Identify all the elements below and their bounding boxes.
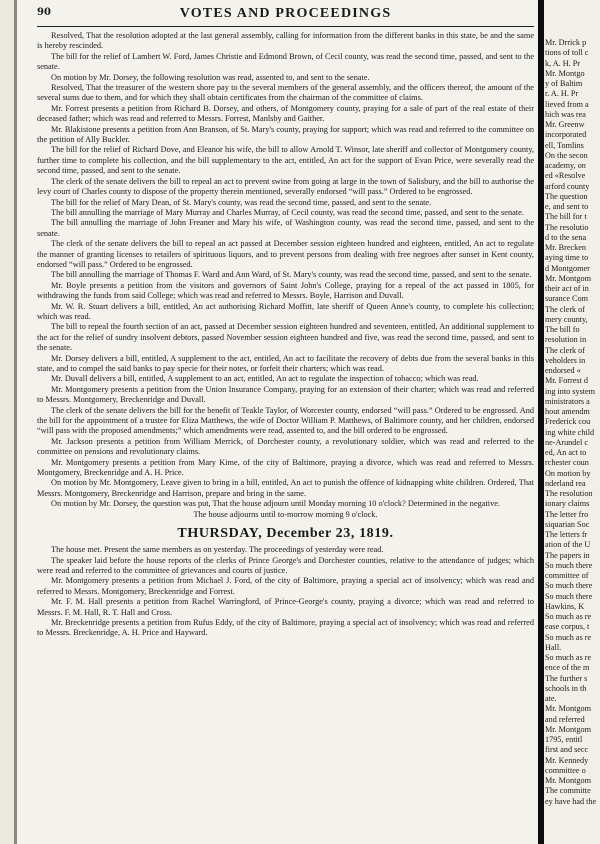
proceedings-paragraph: The bill annulling the marriage of Mary Murray and Charles Murray, of Cecil county, was read the second time, passed, and sent to the senate. bbox=[51, 207, 524, 217]
strip-line: their act of in bbox=[545, 284, 589, 293]
strip-line: 1795, entitl bbox=[545, 735, 583, 744]
proceedings-paragraph: Mr. Montgomery presents a petition from the Union Insurance Company, praying for an extension of their charter; which was read and referred to Messrs. Montgomery, Breckenridge and Duvall. bbox=[37, 384, 534, 405]
strip-line: On motion by bbox=[545, 468, 591, 478]
strip-line: The clerk of bbox=[545, 304, 586, 314]
strip-line: The papers in bbox=[545, 550, 590, 560]
proceedings-paragraph: The bill for the relief of Lambert W. Ford, James Christie and Edmond Brown, of Cecil county, was read the second time, passed, and sent to the senate. bbox=[37, 51, 534, 72]
strip-line: So much as re bbox=[545, 653, 592, 662]
strip-line: y of Baltim bbox=[545, 79, 583, 88]
strip-line: first and secc bbox=[545, 745, 589, 755]
strip-line: committee of bbox=[545, 571, 589, 580]
strip-line: The question bbox=[545, 191, 588, 201]
adjacent-page-strip bbox=[544, 0, 600, 844]
strip-line: incorporated bbox=[545, 130, 587, 140]
proceedings-paragraph: Mr. F. M. Hall presents a petition from Rachel Warringford, of Prince-George's county, praying a divorce; which was read and referred to Messrs. F. M. Hall, R. T. Hall and Cross. bbox=[37, 597, 534, 617]
proceedings-paragraph: On motion by Mr. Montgomery, Leave given to bring in a bill, entitled, An act to punish the offence of kidnapping white children. Ordered, That Messrs. Montgomery, Breckenridge and Harrison, prepare and bring in the same. bbox=[37, 478, 534, 498]
strip-line: ed «Resolve bbox=[545, 171, 586, 181]
strip-line: hout amendm bbox=[545, 407, 590, 416]
strip-line: resolution in bbox=[545, 335, 587, 345]
strip-line: tions of toll c bbox=[545, 48, 589, 58]
strip-line: The clerk of bbox=[545, 345, 586, 355]
strip-line: So much as re bbox=[545, 612, 592, 621]
strip-line: Mr. Drrick p bbox=[545, 38, 587, 47]
strip-line: Hawkins, K bbox=[545, 601, 585, 611]
proceedings-paragraph: The speaker laid before the house reports of the clerks of Prince George's and Dorchester counties, relative to the attendance of judges; which were read and referred to the committee of grievances and courts of justice. bbox=[37, 555, 534, 575]
strip-line: The bill for t bbox=[545, 212, 587, 222]
strip-line: lieved from a bbox=[545, 99, 589, 109]
strip-line: Mr. Kennedy bbox=[545, 755, 589, 765]
strip-line: Frederick cou bbox=[545, 417, 591, 427]
strip-line: Mr. Montgo bbox=[545, 68, 585, 78]
strip-line: The resolutio bbox=[545, 222, 589, 232]
strip-line: ey have had the bbox=[545, 796, 597, 806]
strip-line: The resolution bbox=[545, 489, 593, 498]
strip-line: Mr. Brecken bbox=[545, 243, 586, 252]
strip-line: So much as re bbox=[545, 632, 592, 642]
proceedings-paragraph: Mr. Dorsey delivers a bill, entitled, A supplement to the act, entitled, An act to facilitate the recovery of debts due from the several banks in this state, and to compel the said banks to pay specie for their notes, or forfeit their charters; which was read. bbox=[37, 353, 534, 373]
strip-line: committee o bbox=[545, 765, 586, 775]
strip-line: The letters fr bbox=[545, 530, 588, 539]
proceedings-section-2 bbox=[37, 545, 534, 639]
strip-line: ing into system bbox=[545, 386, 596, 396]
strip-line: Mr. Montgom bbox=[545, 724, 591, 734]
proceedings-paragraph: Mr. Montgomery presents a petition from Michael J. Ford, of the city of Baltimore, praying a special act of insolvency; which was read and referred to Messrs. Montgomery, Breckenridge and Forrest. bbox=[37, 576, 534, 596]
proceedings-paragraph: The bill to repeal the fourth section of an act, passed at December session eighteen hundred and seventeen, entitled, An additional supplement to the act for the relief of sundry insolvent debtors, passed November session eighteen hundred and five, was read the second time, passed, and sent to the senate. bbox=[37, 322, 534, 353]
proceedings-paragraph: The bill for the relief of Richard Dove, and Eleanor his wife, the bill to allow Arnold T. Winsor, late sheriff and collector of Montgomery county, further time to complete his collection, and the bill supplementary to the act, entitled, An act for the support of Evan Price, were severally read the second time, passed, and sent to the senate. bbox=[37, 145, 534, 176]
proceedings-paragraph: On motion by Mr. Dorsey, the following resolution was read, assented to, and sent to the senate. bbox=[51, 72, 370, 82]
strip-line: ne-Arundel c bbox=[545, 437, 588, 447]
strip-line: veholders in bbox=[545, 355, 586, 365]
proceedings-paragraph: The bill annulling the marriage of Thomas F. Ward and Ann Ward, of St. Mary's county, was read the second time, passed, and sent to the senate. bbox=[51, 270, 532, 280]
strip-line: ionary claims bbox=[545, 499, 590, 509]
strip-line: surance Com bbox=[545, 294, 588, 304]
proceedings-paragraph: The bill annulling the marriage of John Freaner and Mary his wife, of Washington county, was read the second time, passed, and sent to the senate. bbox=[37, 218, 534, 238]
strip-line: arford county bbox=[545, 181, 590, 191]
strip-line: mery county, bbox=[545, 314, 588, 324]
proceedings-paragraph: Resolved, That the treasurer of the western shore pay to the several members of the general assembly, and the officers thereof, the amount of the several sums due to them, and for which they shall obtain certificates from the chairman of the committee of claims. bbox=[37, 83, 534, 103]
strip-line: endorsed « bbox=[545, 366, 581, 375]
strip-line: schools in th bbox=[545, 683, 587, 693]
strip-line: Hall. bbox=[545, 642, 562, 652]
strip-line: nderland rea bbox=[545, 478, 586, 488]
proceedings-paragraph: Mr. Breckenridge presents a petition from Rufus Eddy, of the city of Baltimore, praying a special act of insolvency; which was read and referred to Messrs. Breckenridge, A. H. Price and Hayward. bbox=[37, 617, 534, 638]
proceedings-paragraph: The clerk of the senate delivers the bill to repeal an act passed at December session eighteen hundred and eighteen, entitled, An act to regulate the manner of granting licenses to retailers of spirituous liquors, and to prevent persons from dealing with free negroes after sunset in Kent county, endorsed “will pass.” Ordered to be engrossed. bbox=[37, 239, 534, 269]
strip-line: hich was rea bbox=[545, 109, 586, 119]
strip-line: The committe bbox=[545, 786, 591, 796]
strip-line: Mr. Montgom bbox=[545, 776, 591, 785]
strip-line: The bill fo bbox=[545, 325, 580, 334]
strip-line: ation of the U bbox=[545, 540, 591, 550]
strip-line: ence of the m bbox=[545, 663, 590, 673]
running-title: VOTES AND PROCEEDINGS bbox=[179, 6, 392, 21]
proceedings-paragraph: Mr. Jackson presents a petition from William Merrick, of Dorchester county, a revolutionary soldier, which was read and referred to the committee on pensions and revolutionary claims. bbox=[37, 436, 534, 457]
proceedings-paragraph: Mr. Montgomery presents a petition from Mary Kime, of the city of Baltimore, praying a divorce, which was read and referred to Messrs. Montgomery, Breckenridge and A. H. Price. bbox=[37, 457, 534, 478]
strip-line: k, A. H. Pr bbox=[545, 58, 581, 68]
strip-line: ing white child bbox=[545, 427, 595, 437]
strip-line: Mr. Forrest d bbox=[545, 376, 588, 386]
proceedings-paragraph: Mr. Duvall delivers a bill, entitled, A supplement to an act, entitled, An act to regulate the inspection of tobacco; which was read. bbox=[51, 374, 479, 384]
strip-line: ate. bbox=[545, 694, 557, 703]
proceedings-paragraph: The bill for the relief of Mary Dean, of St. Mary's county, was read the second time, passed, and sent to the senate. bbox=[51, 197, 432, 207]
proceedings-paragraph: On motion by Mr. Dorsey, the question was put, That the house adjourn until Monday morning 10 o'clock? Determined in the negative. bbox=[51, 499, 500, 509]
strip-line: Mr. Montgom bbox=[545, 273, 591, 283]
page-number: 90 bbox=[37, 7, 51, 18]
strip-line: e, and sent to bbox=[545, 202, 589, 211]
strip-line: d Montgomer bbox=[545, 263, 590, 273]
adjournment-line: The house adjourns until to-morrow morning 9 o'clock. bbox=[193, 509, 378, 519]
strip-line: ministrators a bbox=[545, 396, 590, 406]
strip-line: ell, Tomlins bbox=[545, 140, 584, 150]
strip-line: Mr. Greenw bbox=[545, 120, 585, 129]
proceedings-section-1 bbox=[37, 31, 534, 510]
strip-line: So much there bbox=[545, 560, 593, 570]
strip-line: and referred bbox=[545, 714, 585, 724]
proceedings-paragraph: Mr. Forrest presents a petition from Richard B. Dorsey, and others, of Montgomery county, praying for a sale of part of the real estate of their deceased father; which was read and referred to Messrs. Forrest, Manlsby and Gaither. bbox=[37, 103, 534, 124]
strip-line: siquarian Soc bbox=[545, 519, 590, 529]
strip-line: ease corpus, t bbox=[545, 622, 590, 632]
proceedings-paragraph: Resolved, That the resolution adopted at the last general assembly, calling for information from the different banks in this state, be and the same is hereby rescinded. bbox=[37, 31, 534, 51]
strip-line: The further s bbox=[545, 673, 588, 683]
strip-line: aying time to bbox=[545, 253, 589, 263]
strip-line: r. A. H. Pr bbox=[545, 89, 579, 99]
strip-line: d to the sena bbox=[545, 232, 587, 242]
proceedings-paragraph: The clerk of the senate delivers the bill to repeal an act to prevent swine from going at large in the town of Salisbury, and the bill to authorise the levy court of Charles county to dispose of the property therein mentioned, severally endorsed “will pass.” Ordered to be engrossed. bbox=[37, 176, 534, 197]
strip-line: rchester coun bbox=[545, 458, 589, 468]
page-header bbox=[37, 4, 534, 27]
proceedings-paragraph: Mr. W. R. Stuart delivers a bill, entitled, An act authorising Richard Moffitt, late sheriff of Queen Anne's county, to complete his collection; which was read. bbox=[37, 301, 534, 321]
strip-line: The letter fro bbox=[545, 509, 589, 519]
date-heading: THURSDAY, December 23, 1819. bbox=[177, 526, 394, 542]
strip-line: So much there bbox=[545, 581, 593, 591]
proceedings-paragraph: Mr. Blakistone presents a petition from Ann Branson, of St. Mary's county, praying for support; which was read and referred to the committee on the petition of Ally Buckler. bbox=[37, 124, 534, 145]
body-text bbox=[37, 31, 534, 639]
strip-line: Mr. Montgom bbox=[545, 704, 591, 714]
strip-line: ed, An act to bbox=[545, 448, 587, 457]
proceedings-paragraph: The house met. Present the same members as on yesterday. The proceedings of yesterday were read. bbox=[51, 545, 384, 555]
document-page bbox=[14, 0, 538, 844]
strip-line: So much there bbox=[545, 591, 593, 601]
proceedings-paragraph: The clerk of the senate delivers the bill for the benefit of Teakle Taylor, of Worcester county, endorsed “will pass.” Ordered to be engrossed. And the bill for the appointment of a trustee for Eliza Matthews, the wife of Doctor William P. Matthews, of Baltimore county, and her children, endorsed “will pass with the proposed amendments;” which amendments were read, assented to, and the bill ordered to be engrossed. bbox=[37, 405, 534, 436]
strip-line: academy, on bbox=[545, 161, 586, 170]
strip-line: On the secon bbox=[545, 150, 588, 160]
proceedings-paragraph: Mr. Boyle presents a petition from the visitors and governors of Saint John's College, praying for a repeal of the act passed in 1805, for withdrawing the funds from said College; which was read and referred to Messrs. Boyle, Harrison and Duvall. bbox=[37, 280, 534, 301]
